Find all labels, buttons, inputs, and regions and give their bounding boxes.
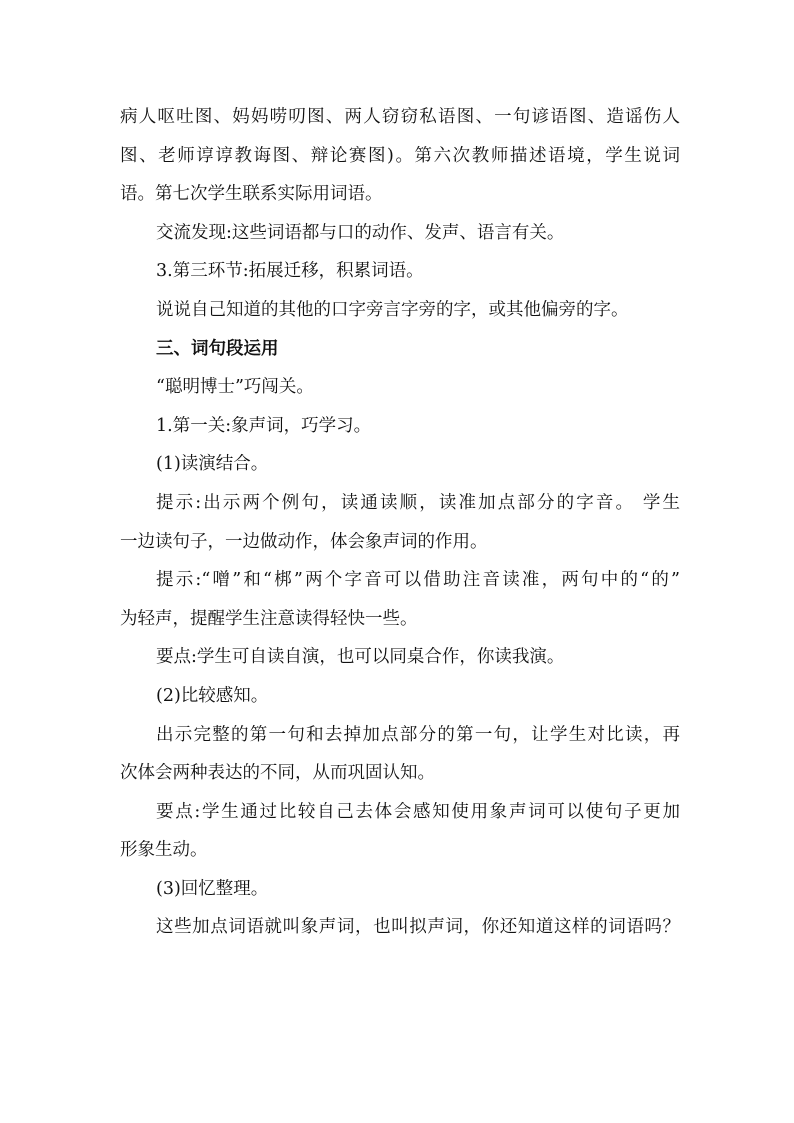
text-line: (1)读演结合。 <box>156 454 269 475</box>
text-line: 说说自己知道的其他的口字旁言字旁的字，或其他偏旁的字。 <box>156 299 629 320</box>
text-line: 病人呕吐图、妈妈唠叨图、两人窃窃私语图、一句谚语图、造谣伤人 <box>120 107 680 127</box>
text-line: 提示:出示两个例句，读通读顺，读准加点部分的字音。 学生 <box>156 492 680 513</box>
text-line: 图、老师谆谆教诲图、辩论赛图)。第六次教师描述语境，学生说词 <box>120 145 680 166</box>
text-line: 提示:“噌”和“梆”两个字音可以借助注音读准，两句中的“的” <box>156 570 680 591</box>
text-line: 3.第三环节:拓展迁移，积累词语。 <box>156 261 424 282</box>
text-line: 语。第七次学生联系实际用词语。 <box>120 184 383 205</box>
text-line: “聪明博士”巧闯关。 <box>156 377 314 398</box>
text-line: (3)回忆整理。 <box>156 878 269 899</box>
text-line: 要点:学生可自读自演，也可以同桌合作，你读我演。 <box>156 647 565 668</box>
text-line: 次体会两种表达的不同，从而巩固认知。 <box>120 763 435 784</box>
text-line: 形象生动。 <box>120 840 208 861</box>
text-line: 出示完整的第一句和去掉加点部分的第一句，让学生对比读，再 <box>156 724 680 745</box>
text-line: 要点:学生通过比较自己去体会感知使用象声词可以使句子更加 <box>156 801 680 822</box>
section-heading: 三、词句段运用 <box>156 338 279 359</box>
text-line: 为轻声，提醒学生注意读得轻快一些。 <box>120 608 418 629</box>
text-line: 这些加点词语就叫象声词，也叫拟声词，你还知道这样的词语吗？ <box>156 917 680 938</box>
document-body <box>120 98 680 947</box>
text-line: (2)比较感知。 <box>156 685 269 706</box>
text-line: 交流发现:这些词语都与口的动作、发声、语言有关。 <box>156 222 565 243</box>
text-line: 1.第一关:象声词，巧学习。 <box>156 415 372 436</box>
text-line: 一边读句子，一边做动作，体会象声词的作用。 <box>120 531 488 552</box>
